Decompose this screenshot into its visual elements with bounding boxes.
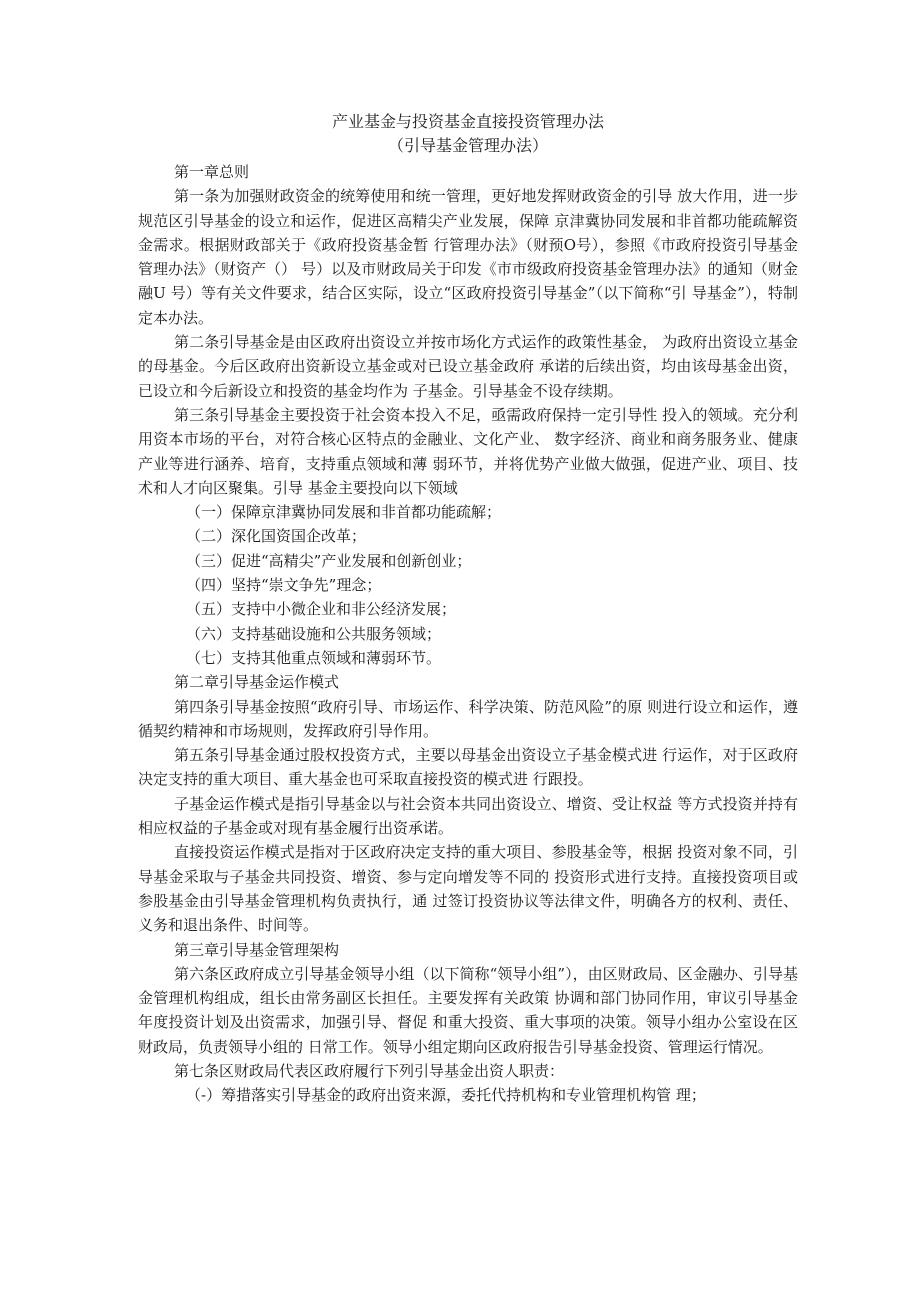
article-2: 第二条引导基金是由区政府出资设立并按市场化方式运作的政策性基金， 为政府出资设立基金的母基金。今后区政府出资新设立基金或对已设立基金政府 承诺的后续出资，均由该母基金出资，已设立和今后新设立和投资的基金均作为 子基金。引导基金不设存续期。	[138, 333, 798, 400]
document-subtitle: （引导基金管理办法）	[387, 136, 548, 155]
article-7-item-1: （-）筹措落实引导基金的政府出资来源，委托代持机构和专业管理机构管 理；	[186, 1086, 706, 1105]
list-item: （六）支持基础设施和公共服务领域；	[186, 624, 442, 643]
paragraph-direct-investment-mode: 直接投资运作模式是指对于区政府决定支持的重大项目、参股基金等，根据 投资对象不同，引导基金采取与子基金共同投资、增资、参与定向增发等不同的 投资形式进行支持。直接投资项目或参股基金由引导基金管理机构负责执行，通 过签订投资协议等法律文件，明确各方的权利、责任、义务和退出条件、时间等。	[138, 843, 798, 935]
article-5: 第五条引导基金通过股权投资方式，主要以母基金出资设立子基金模式进 行运作，对于区政府决定支持的重大项目、重大基金也可采取直接投资的模式进 行跟投。	[138, 746, 798, 789]
chapter-2-heading: 第二章引导基金运作模式	[174, 673, 340, 692]
document-page	[138, 110, 798, 1108]
article-1: 第一条为加强财政资金的统筹使用和统一管理，更好地发挥财政资金的引导 放大作用，进一步规范区引导基金的设立和运作，促进区高精尖产业发展，保障 京津冀协同发展和非首都功能疏解资金需求。根据财政部关于《政府投资基金暂 行管理办法》（财预O号），参照《市政府投资引导基金管理办法》（财资产（） 号）以及市财政局关于印发《市市级政府投资基金管理办法》的通知（财金融U 号）等有关文件要求，结合区实际，设立“区政府投资引导基金”（以下简称“引 导基金”），特制定本办法。	[138, 187, 798, 327]
list-item: （五）支持中小微企业和非公经济发展；	[186, 600, 457, 619]
list-item: （四）坚持“崇文争先”理念；	[186, 576, 382, 595]
list-item: （三）促进“高精尖”产业发展和创新创业；	[186, 551, 472, 570]
paragraph-sub-fund-mode: 子基金运作模式是指引导基金以与社会资本共同出资设立、增资、受让权益 等方式投资并持有相应权益的子基金或对现有基金履行出资承诺。	[138, 794, 798, 838]
article-6: 第六条区政府成立引导基金领导小组（以下简称“领导小组”），由区财政局、区金融办、引导基金管理机构组成，组长由常务副区长担任。主要发挥有关政策 协调和部门协同作用，审议引导基金年度投资计划及出资需求，加强引导、督促 和重大投资、重大事项的决策。领导小组办公室设在区财政局，负责领导小组的 日常工作。领导小组定期向区政府报告引导基金投资、管理运行情况。	[138, 964, 798, 1056]
document-title: 产业基金与投资基金直接投资管理办法	[331, 112, 604, 131]
article-3: 第三条引导基金主要投资于社会资本投入不足，亟需政府保持一定引导性 投入的领域。充分利用资本市场的平台，对符合核心区特点的金融业、文化产业、 数字经济、商业和商务服务业、健康产业等进行涵养、培育，支持重点领域和薄 弱环节，并将优势产业做大做强，促进产业、项目、技术和人才向区聚集。引导 基金主要投向以下领域	[138, 405, 798, 497]
chapter-3-heading: 第三章引导基金管理架构	[174, 940, 340, 959]
chapter-1-heading: 第一章总则	[174, 163, 250, 181]
article-7: 第七条区财政局代表区政府履行下列引导基金出资人职责：	[174, 1061, 565, 1080]
list-item: （一）保障京津冀协同发展和非首都功能疏解；	[186, 503, 502, 522]
list-item: （二）深化国资国企改革；	[186, 527, 367, 546]
article-4: 第四条引导基金按照“政府引导、市场运作、科学决策、防范风险”的原 则进行设立和运作，遵循契约精神和市场规则，发挥政府引导作用。	[138, 697, 798, 740]
list-item: （七）支持其他重点领域和薄弱环节。	[186, 648, 442, 667]
